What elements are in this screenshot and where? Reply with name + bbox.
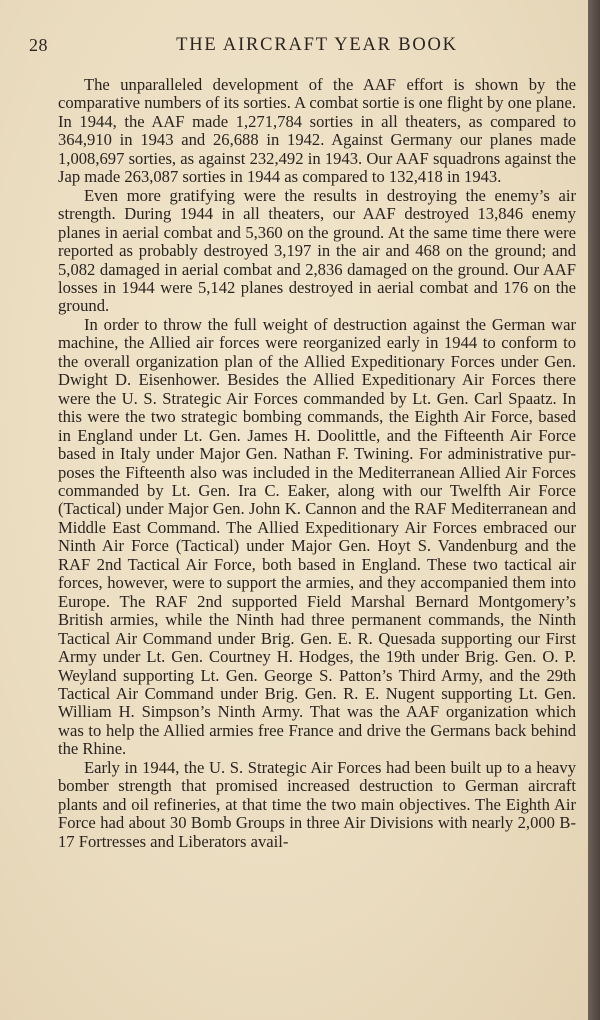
page-number: 28	[29, 35, 48, 55]
body-text	[58, 76, 576, 851]
paragraph-strategic-forces: Early in 1944, the U. S. Strategic Air Forces had been built up to a heavy bomber strength that promised increased destruction to German aircraft plants and oil refineries, at that time the two main objectives. The Eighth Air Force had about 30 Bomb Groups in three Air Divisions with nearly 2,000 B-17 Fortresses and Liberators avail-	[58, 757, 576, 851]
paragraph-sorties: The unparalleled development of the AAF effort is shown by the comparative numbers of its sorties. A combat sortie is one flight by one plane. In 1944, the AAF made 1,271,784 sorties in all theaters, as compared to 364,910 in 1943 and 26,688 in 1942. Against Germany our planes made 1,008,697 sorties, as against 232,492 in 1943. Our AAF squadrons against the Jap made 263,087 sorties in 1944 as compared to 132,418 in 1943.	[58, 75, 576, 187]
paragraph-enemy-losses: Even more gratifying were the results in destroying the enemy’s air strength. During 1944 in all theaters, our AAF destroyed 13,846 enemy planes in aerial combat and 5,360 on the ground. At the same time there were reported as probably destroyed 3,197 in the air and 468 on the ground; and 5,082 damaged in aerial combat and 2,836 damaged on the ground. Our AAF losses in 1944 were 5,142 planes destroyed in aerial combat and 176 on the ground.	[58, 185, 576, 316]
page-header	[29, 35, 575, 61]
paragraph-reorganization: In order to throw the full weight of destruction against the German war machine, the Allied air forces were reorganized early in 1944 to conform to the overall organization plan of the Allied Expeditionary Forces under Gen. Dwight D. Eisenhower. Besides the Allied Expeditionary Air Forces there were the U. S. Strategic Air Forces commanded by Lt. Gen. Carl Spaatz. In this were the two strategic bombing commands, the Eighth Air Force, based in England under Lt. Gen. James H. Doolittle, and the Fifteenth Air Force based in Italy under Major Gen. Nathan F. Twining. For administrative purposes the Fifteenth also was included in the Mediterranean Allied Air Forces commanded by Lt. Gen. Ira C. Eaker, along with our Twelfth Air Force (Tactical) under Major Gen. John K. Cannon and the RAF Mediterranean and Middle East Command. The Allied Expeditionary Air Forces embraced our Ninth Air Force (Tactical) under Major Gen. Hoyt S. Vandenburg and the RAF 2nd Tactical Air Force, both based in England. These two tactical air forces, however, were to support the armies, and they accompanied them into Europe. The RAF 2nd supported Field Marshal Bernard Montgomery’s British armies, while the Ninth had three permanent commands, the Ninth Tactical Air Command under Brig. Gen. E. R. Quesada supporting our First Army under Lt. Gen. Courtney H. Hodges, the 19th under Brig. Gen. O. P. Weyland supporting Lt. Gen. George S. Patton’s Third Army, and the 29th Tactical Air Command under Brig. Gen. R. E. Nugent supporting Lt. Gen. William H. Simpson’s Ninth Army. That was the AAF organization which was to help the Allied armies free France and drive the Germans back behind the Rhine.	[58, 314, 576, 759]
running-head: THE AIRCRAFT YEAR BOOK	[176, 35, 458, 55]
page-edge	[588, 0, 600, 1020]
